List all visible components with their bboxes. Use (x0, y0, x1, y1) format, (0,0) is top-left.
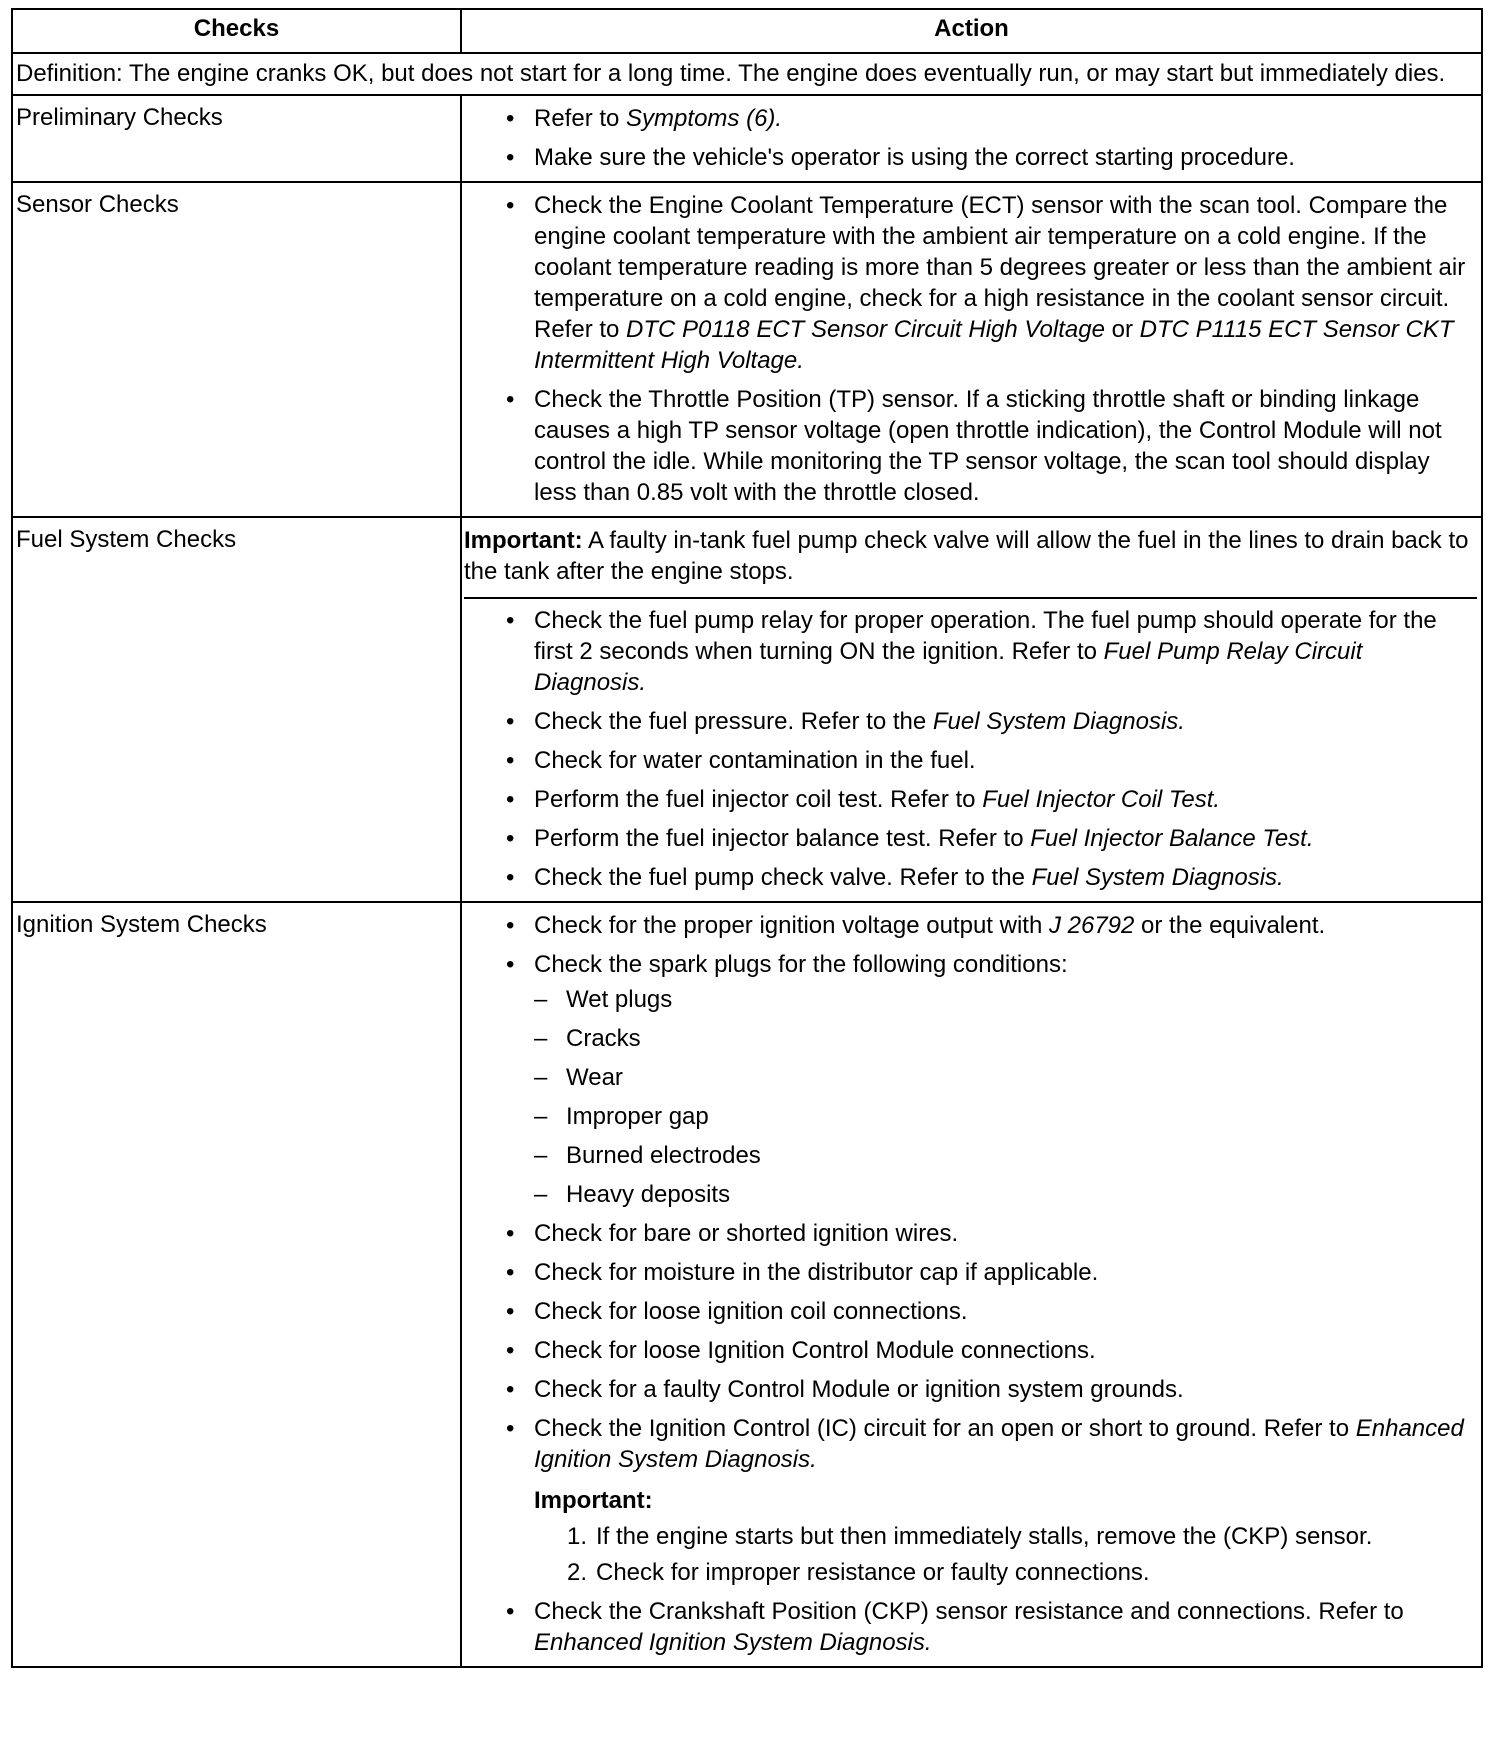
check-label-preliminary: Preliminary Checks (12, 95, 461, 182)
important-label: Important: (464, 527, 583, 554)
important-steps (534, 1522, 1477, 1588)
list-item: • Check the Crankshaft Position (CKP) sensor resistance and connections. Refer to Enhanced Ignition System Diagnosis. (472, 1596, 1477, 1658)
condition-item: – Wear (534, 1062, 1477, 1093)
list-item: • Make sure the vehicle's operator is using the correct starting procedure. (472, 142, 1477, 173)
list-item: • Refer to Symptoms (6). (472, 103, 1477, 134)
reference-link: Fuel System Diagnosis. (1031, 864, 1284, 891)
action-cell (461, 95, 1482, 182)
definition-text: Definition: The engine cranks OK, but does not start for a long time. The engine does eventually run, or may start but immediately dies. (12, 53, 1482, 95)
condition-item: – Cracks (534, 1023, 1477, 1054)
step-item: 2. Check for improper resistance or faulty connections. (567, 1559, 1150, 1586)
list-item: • Check the Ignition Control (IC) circuit for an open or short to ground. Refer to Enhanced Ignition System Diagnosis. Important: 1. If the engine starts but then immediately stalls, remove the (CKP) sensor. 2. Check for improper resistance or faulty connections. (472, 1413, 1477, 1588)
list-item: • Check for loose Ignition Control Module connections. (472, 1335, 1477, 1366)
list-item: • Check the Throttle Position (TP) sensor. If a sticking throttle shaft or binding linkage causes a high TP sensor voltage (open throttle indication), the Control Module will not control the idle. While monitoring the TP sensor voltage, the scan tool should display less than 0.85 volt with the throttle closed. (472, 384, 1477, 508)
check-label-ignition: Ignition System Checks (12, 902, 461, 1667)
condition-item: – Heavy deposits (534, 1179, 1477, 1210)
step-item: 1. If the engine starts but then immediately stalls, remove the (CKP) sensor. (567, 1523, 1373, 1550)
reference-link: Enhanced Ignition System Diagnosis. (534, 1415, 1464, 1473)
list-item: • Check the fuel pressure. Refer to the Fuel System Diagnosis. (472, 706, 1477, 737)
definition-row (12, 53, 1482, 95)
table-row (12, 902, 1482, 1667)
table-row (12, 182, 1482, 517)
action-cell (461, 517, 1482, 902)
condition-item: – Improper gap (534, 1101, 1477, 1132)
reference-link: Fuel Injector Balance Test. (1030, 825, 1314, 852)
table-row (12, 517, 1482, 902)
list-item: • Check the Engine Coolant Temperature (ECT) sensor with the scan tool. Compare the engine coolant temperature with the ambient air temperature on a cold engine. If the coolant temperature reading is more than 5 degrees greater or less than the ambient air temperature on a cold engine, check for a high resistance in the coolant sensor circuit. Refer to DTC P0118 ECT Sensor Circuit High Voltage or DTC P1115 ECT Sensor CKT Intermittent High Voltage. (472, 190, 1477, 376)
action-cell (461, 182, 1482, 517)
reference-link: J 26792 (1048, 912, 1135, 939)
check-label-fuel: Fuel System Checks (12, 517, 461, 902)
reference-link: Fuel System Diagnosis. (932, 708, 1185, 735)
list-item: • Check for a faulty Control Module or ignition system grounds. (472, 1374, 1477, 1405)
list-item: • Check for water contamination in the fuel. (472, 745, 1477, 776)
important-note: Important: A faulty in-tank fuel pump check valve will allow the fuel in the lines to drain back to the tank after the engine stops. (464, 525, 1477, 599)
reference-link: Enhanced Ignition System Diagnosis. (534, 1629, 932, 1656)
important-label: Important: (534, 1487, 653, 1514)
condition-item: – Burned electrodes (534, 1140, 1477, 1171)
reference-link: DTC P1115 ECT Sensor CKT Intermittent High Voltage. (534, 316, 1454, 374)
list-item: • Perform the fuel injector balance test. Refer to Fuel Injector Balance Test. (472, 823, 1477, 854)
check-label-sensor: Sensor Checks (12, 182, 461, 517)
condition-item: – Wet plugs (534, 984, 1477, 1015)
reference-link: Symptoms (6). (626, 105, 783, 132)
header-checks: Checks (12, 9, 461, 53)
list-item: • Check the fuel pump relay for proper operation. The fuel pump should operate for the first 2 seconds when turning ON the ignition. Refer to Fuel Pump Relay Circuit Diagnosis. (472, 605, 1477, 698)
list-item: • Check for moisture in the distributor cap if applicable. (472, 1257, 1477, 1288)
header-row (12, 9, 1482, 53)
diagnostic-table (11, 8, 1483, 1668)
list-item: • Check for the proper ignition voltage output with J 26792 or the equivalent. (472, 910, 1477, 941)
list-item: • Check for loose ignition coil connections. (472, 1296, 1477, 1327)
list-item: • Check for bare or shorted ignition wires. (472, 1218, 1477, 1249)
list-item: • Perform the fuel injector coil test. Refer to Fuel Injector Coil Test. (472, 784, 1477, 815)
list-item: • Check the spark plugs for the following conditions: – Wet plugs – Cracks – Wear – Improper gap – Burned electrodes – Heavy deposits (472, 949, 1477, 1210)
reference-link: Fuel Pump Relay Circuit Diagnosis. (534, 638, 1363, 696)
header-action: Action (461, 9, 1482, 53)
condition-list (534, 984, 1477, 1210)
list-item: • Check the fuel pump check valve. Refer to the Fuel System Diagnosis. (472, 862, 1477, 893)
action-cell (461, 902, 1482, 1667)
reference-link: Fuel Injector Coil Test. (982, 786, 1221, 813)
table-row (12, 95, 1482, 182)
reference-link: DTC P0118 ECT Sensor Circuit High Voltage (626, 316, 1105, 343)
